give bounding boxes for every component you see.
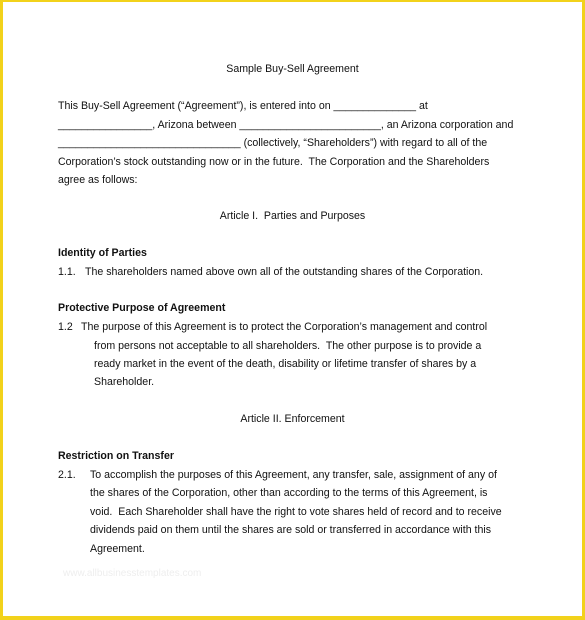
intro-line-2: ________________, Arizona between ________________________, an Arizona corporation and [58,119,514,131]
section-protective-heading: Protective Purpose of Agreement [58,302,226,314]
intro-line-1: This Buy-Sell Agreement (“Agreement”), is entered into on ______________ at [58,100,428,112]
section-identity-heading: Identity of Parties [58,247,147,259]
article-2-heading: Article II. Enforcement [240,413,345,425]
intro-line-3: _______________________________ (collectively, “Shareholders”) with regard to all of the [58,137,488,149]
section-1-2-line-4: Shareholder. [94,376,155,388]
section-2-1-line-2: the shares of the Corporation, other than according to the terms of this Agreement, is [90,487,488,499]
section-1-1-number: 1.1. [58,266,76,278]
document-page [3,2,582,616]
section-2-1-line-5: Agreement. [90,543,145,555]
section-1-2-number: 1.2 [58,321,73,333]
section-1-1-line-1: The shareholders named above own all of the outstanding shares of the Corporation. [85,266,484,278]
section-restriction-heading: Restriction on Transfer [58,450,174,462]
intro-line-5: agree as follows: [58,174,138,186]
article-1-heading: Article I. Parties and Purposes [219,210,366,222]
section-2-1-number: 2.1. [58,469,76,481]
intro-line-4: Corporation’s stock outstanding now or in the future. The Corporation and the Shareholders [58,156,490,168]
section-2-1-line-3: void. Each Shareholder shall have the right to vote shares held of record and to receive [90,506,502,518]
section-1-2-line-1: The purpose of this Agreement is to protect the Corporation’s management and control [81,321,488,333]
section-2-1-line-4: dividends paid on them until the shares are sold or transferred in accordance with this [90,524,492,536]
watermark-text: www.allbusinesstemplates.com [63,568,202,579]
section-2-1-line-1: To accomplish the purposes of this Agreement, any transfer, sale, assignment of any of [90,469,497,481]
section-1-2-line-3: ready market in the event of the death, disability or lifetime transfer of shares by a [94,358,477,370]
section-1-2-line-2: from persons not acceptable to all shareholders. The other purpose is to provide a [94,340,482,352]
document-title: Sample Buy-Sell Agreement [226,63,359,75]
